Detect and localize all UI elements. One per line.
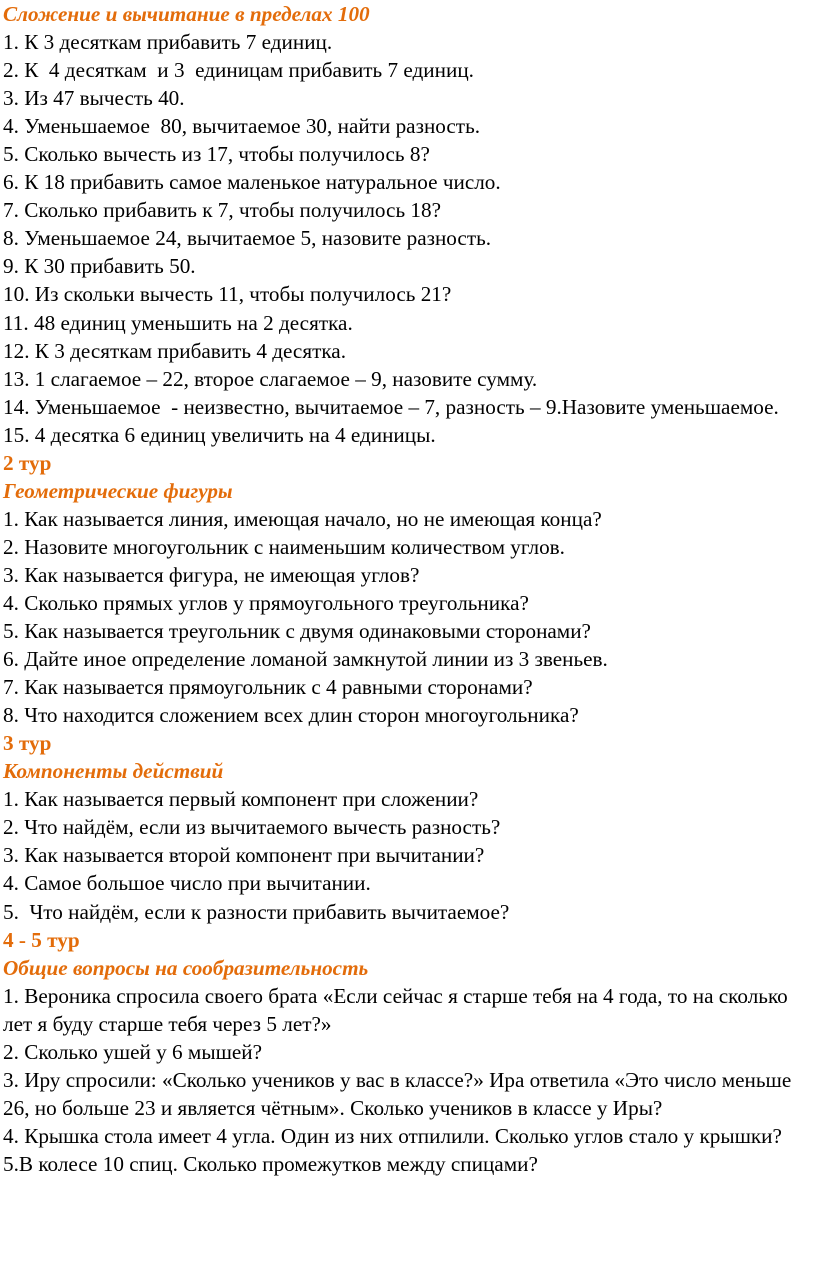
section2-title: Геометрические фигуры: [3, 478, 233, 503]
section4-item-4: 4. Крышка стола имеет 4 угла. Один из них отпилили. Сколько углов стало у крышки?: [3, 1123, 782, 1148]
section3-item-4: 4. Самое большое число при вычитании.: [3, 871, 371, 896]
section3-item-3: 3. Как называется второй компонент при вычитании?: [3, 843, 485, 868]
section1-item-5: 5. Сколько вычесть из 17, чтобы получилось 8?: [3, 142, 430, 167]
section2-item-1: 1. Как называется линия, имеющая начало, но не имеющая конца?: [3, 506, 602, 531]
section1-item-11: 11. 48 единиц уменьшить на 2 десятка.: [3, 310, 353, 335]
section1-title: Сложение и вычитание в пределах 100: [3, 2, 370, 26]
section3-item-1: 1. Как называется первый компонент при сложении?: [3, 787, 479, 812]
section3-tour-label: 3 тур: [3, 731, 52, 756]
section1-item-6: 6. К 18 прибавить самое маленькое натуральное число.: [3, 170, 501, 195]
document-page: [3, 0, 811, 1178]
section1-item-12: 12. К 3 десяткам прибавить 4 десятка.: [3, 338, 347, 363]
section1-item-14: 14. Уменьшаемое - неизвестно, вычитаемое – 7, разность – 9.Назовите уменьшаемое.: [3, 394, 779, 419]
section2-item-6: 6. Дайте иное определение ломаной замкнутой линии из 3 звеньев.: [3, 647, 608, 672]
section4-item-5: 5.В колесе 10 спиц. Сколько промежутков между спицами?: [3, 1151, 538, 1176]
section4-tour-label: 4 - 5 тур: [3, 927, 80, 952]
section2-item-3: 3. Как называется фигура, не имеющая углов?: [3, 562, 420, 587]
section1-item-9: 9. К 30 прибавить 50.: [3, 254, 196, 279]
section1-item-13: 13. 1 слагаемое – 22, второе слагаемое – 9, назовите сумму.: [3, 366, 538, 391]
section1-item-3: 3. Из 47 вычесть 40.: [3, 86, 185, 111]
section1-item-7: 7. Сколько прибавить к 7, чтобы получилось 18?: [3, 198, 441, 223]
section3-item-5: 5. Что найдём, если к разности прибавить вычитаемое?: [3, 899, 510, 924]
section1-item-15: 15. 4 десятка 6 единиц увеличить на 4 единицы.: [3, 422, 436, 447]
section2-item-2: 2. Назовите многоугольник с наименьшим количеством углов.: [3, 534, 565, 559]
section4-item-3: 3. Иру спросили: «Сколько учеников у вас в классе?» Ира ответила «Это число меньше 26, но больше 23 и является чётным». Сколько учеников в классе у Иры?: [3, 1067, 797, 1120]
section2-tour-label: 2 тур: [3, 450, 52, 475]
section4-item-1: 1. Вероника спросила своего брата «Если сейчас я старше тебя на 4 года, то на сколько лет я буду старше тебя через 5 лет?»: [3, 983, 794, 1036]
section1-item-2: 2. К 4 десяткам и 3 единицам прибавить 7 единиц.: [3, 58, 474, 83]
section1-item-1: 1. К 3 десяткам прибавить 7 единиц.: [3, 30, 333, 55]
section3-item-2: 2. Что найдём, если из вычитаемого вычесть разность?: [3, 815, 501, 840]
section2-item-4: 4. Сколько прямых углов у прямоугольного треугольника?: [3, 590, 529, 615]
section1-item-4: 4. Уменьшаемое 80, вычитаемое 30, найти разность.: [3, 114, 481, 139]
section1-item-10: 10. Из скольки вычесть 11, чтобы получилось 21?: [3, 282, 452, 307]
section3-title: Компоненты действий: [3, 759, 224, 784]
section4-item-2: 2. Сколько ушей у 6 мышей?: [3, 1039, 263, 1064]
section4-title: Общие вопросы на сообразительность: [3, 955, 369, 980]
section2-item-7: 7. Как называется прямоугольник с 4 равными сторонами?: [3, 675, 533, 700]
section2-item-8: 8. Что находится сложением всех длин сторон многоугольника?: [3, 703, 579, 728]
section1-item-8: 8. Уменьшаемое 24, вычитаемое 5, назовите разность.: [3, 226, 492, 251]
section2-item-5: 5. Как называется треугольник с двумя одинаковыми сторонами?: [3, 619, 591, 644]
